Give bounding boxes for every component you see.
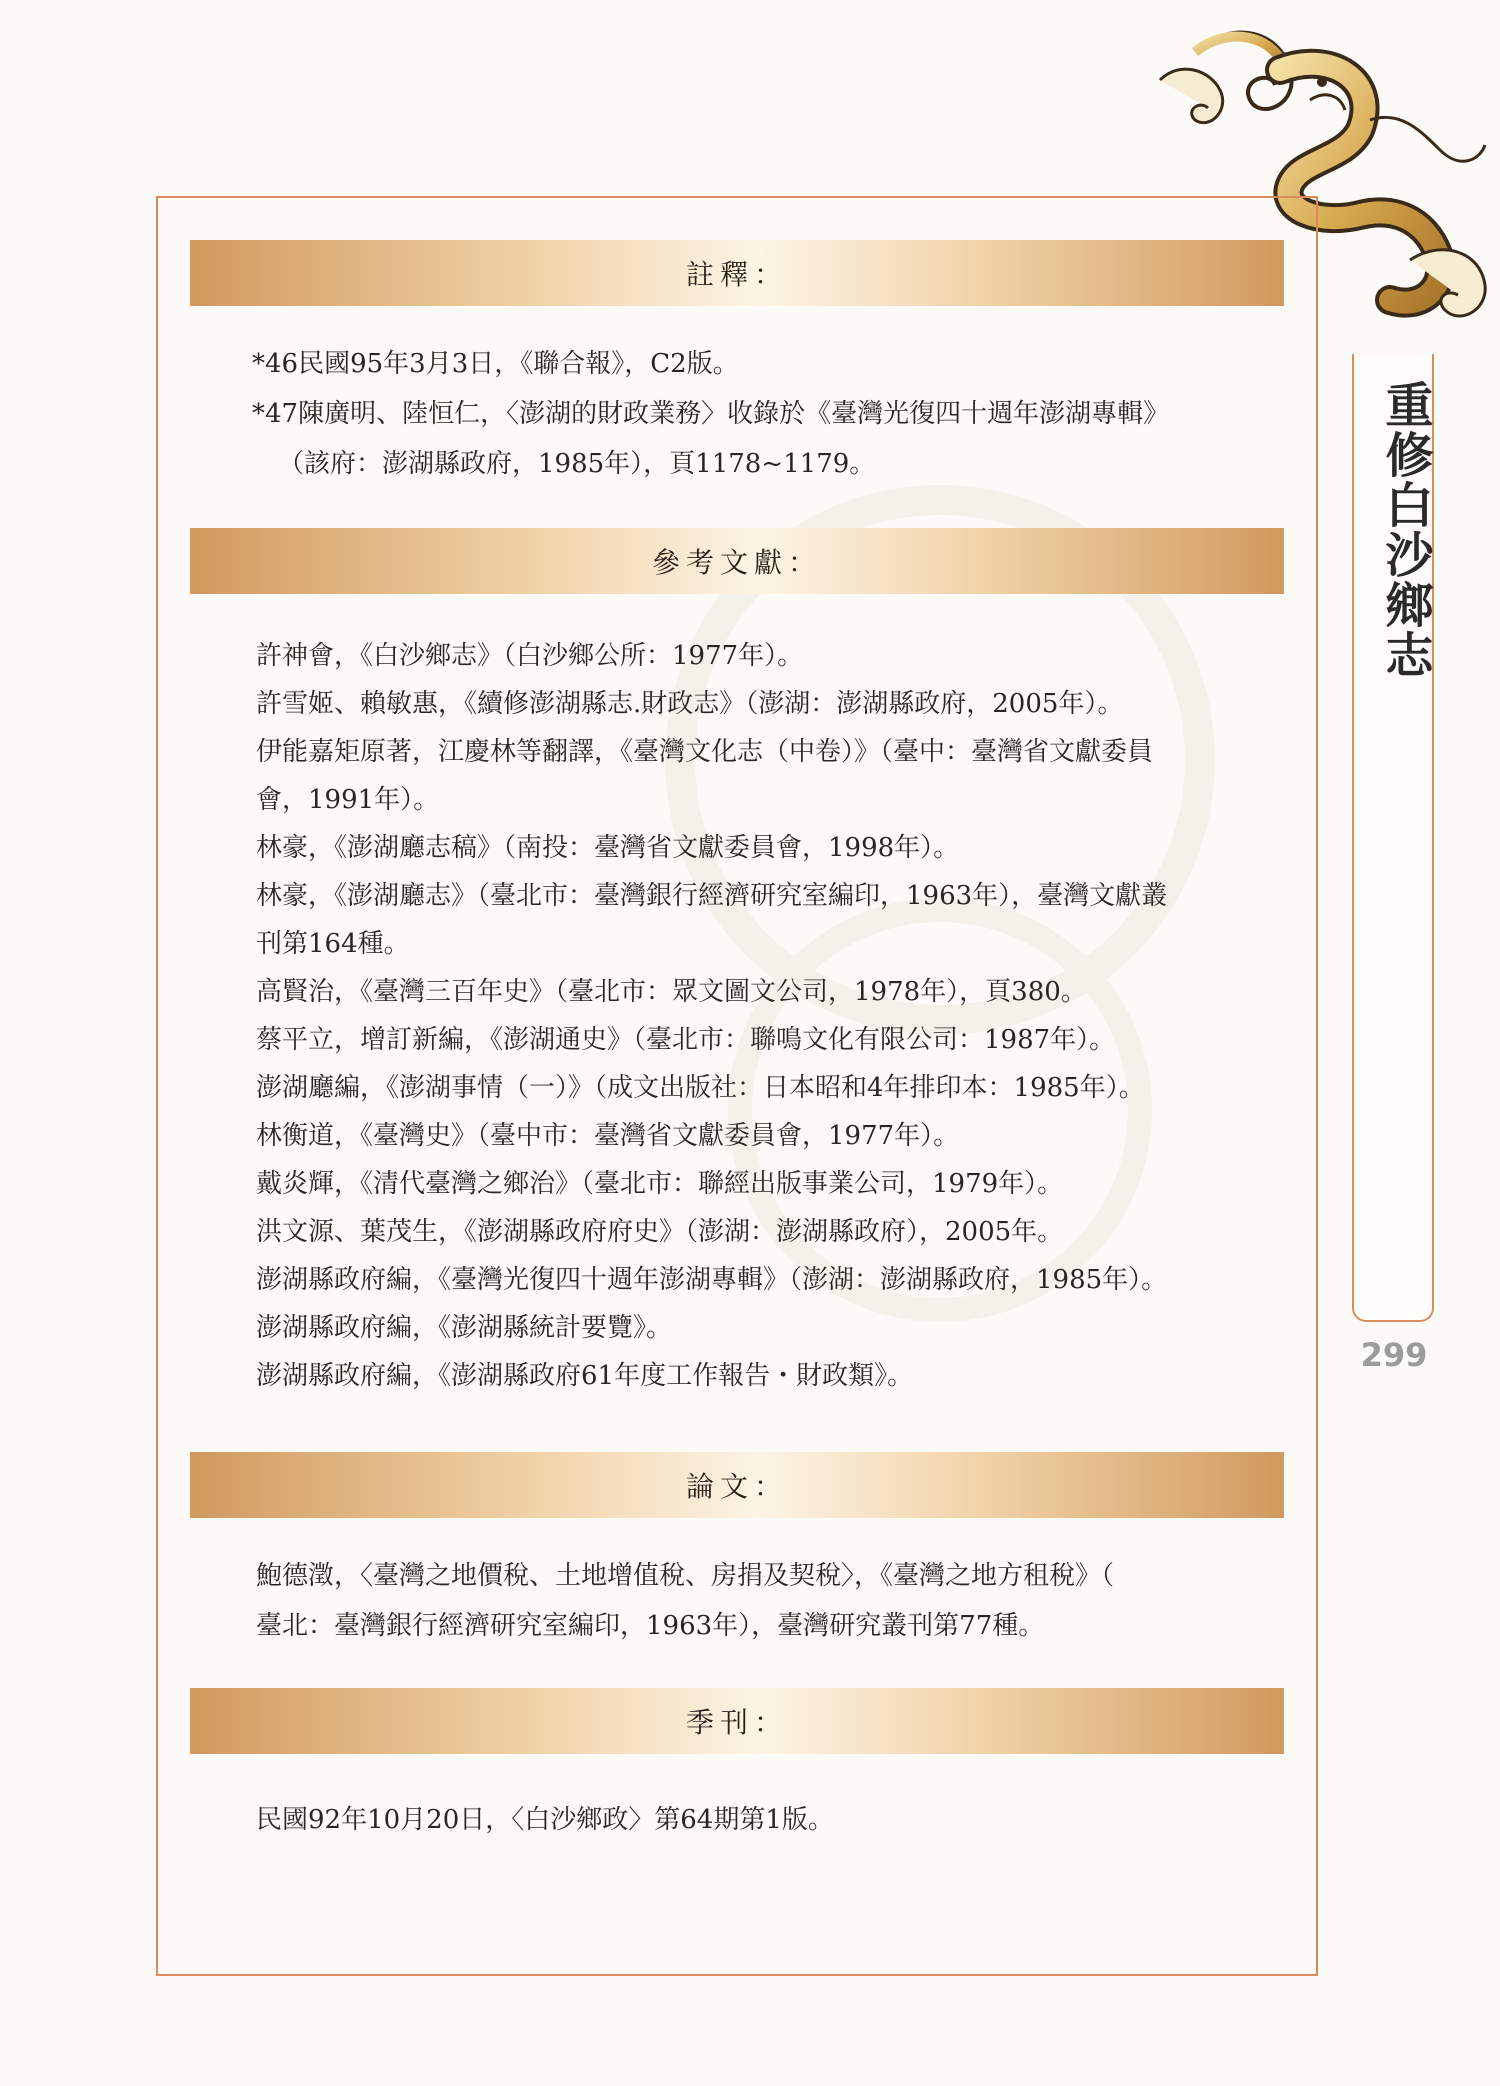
book-title: 重修白沙鄉志 [1377, 380, 1433, 680]
reference-line: 許雪姬、賴敏惠，《續修澎湖縣志.財政志》（澎湖：澎湖縣政府，2005年）。 [256, 689, 1124, 719]
reference-line: 蔡平立，增訂新編，《澎湖通史》（臺北市：聯鳴文化有限公司：1987年）。 [256, 1025, 1116, 1055]
reference-line: 洪文源、葉茂生，《澎湖縣政府府史》（澎湖：澎湖縣政府），2005年。 [256, 1217, 1064, 1247]
reference-line: 戴炎輝，《清代臺灣之鄉治》（臺北市：聯經出版事業公司，1979年）。 [256, 1169, 1064, 1199]
reference-line: 高賢治，《臺灣三百年史》（臺北市：眾文圖文公司，1978年），頁380。 [256, 977, 1087, 1007]
periodical-line: 民國92年10月20日，〈白沙鄉政〉第64期第1版。 [256, 1805, 834, 1835]
reference-line: 澎湖縣政府編，《澎湖縣統計要覽》。 [256, 1313, 673, 1343]
thesis-line: 臺北：臺灣銀行經濟研究室編印，1963年），臺灣研究叢刊第77種。 [256, 1611, 1045, 1641]
reference-line: 會，1991年）。 [256, 785, 440, 815]
notes-heading: 註釋： [190, 240, 1284, 306]
note-line: *46民國95年3月3日，《聯合報》，C2版。 [252, 349, 739, 379]
thesis-line: 鮑德澂，〈臺灣之地價稅、土地增值稅、房捐及契稅〉，《臺灣之地方租稅》（ [256, 1561, 1115, 1591]
periodicals-heading: 季刊： [190, 1688, 1284, 1754]
reference-line: 澎湖縣政府編，《澎湖縣政府61年度工作報告・財政類》。 [256, 1361, 914, 1391]
reference-line: 林豪，《澎湖廳志》（臺北市：臺灣銀行經濟研究室編印，1963年），臺灣文獻叢 [256, 881, 1168, 911]
reference-line: 伊能嘉矩原著，江慶林等翻譯，《臺灣文化志（中卷）》（臺中：臺灣省文獻委員 [256, 737, 1154, 767]
reference-line: 刊第164種。 [256, 929, 410, 959]
reference-line: 許神會，《白沙鄉志》（白沙鄉公所：1977年）。 [256, 641, 804, 671]
reference-line: 澎湖廳編，《澎湖事情（一）》（成文出版社：日本昭和4年排印本：1985年）。 [256, 1073, 1145, 1103]
note-line: （該府：澎湖縣政府，1985年），頁1178~1179。 [278, 449, 876, 479]
reference-line: 林豪，《澎湖廳志稿》（南投：臺灣省文獻委員會，1998年）。 [256, 833, 960, 863]
reference-line: 澎湖縣政府編，《臺灣光復四十週年澎湖專輯》（澎湖：澎湖縣政府，1985年）。 [256, 1265, 1168, 1295]
references-heading: 參考文獻： [190, 528, 1284, 594]
reference-line: 林衡道，《臺灣史》（臺中市：臺灣省文獻委員會，1977年）。 [256, 1121, 960, 1151]
page-number: 299 [1360, 1336, 1428, 1374]
note-line: *47陳廣明、陸恒仁，〈澎湖的財政業務〉收錄於《臺灣光復四十週年澎湖專輯》 [252, 399, 1170, 429]
theses-heading: 論文： [190, 1452, 1284, 1518]
